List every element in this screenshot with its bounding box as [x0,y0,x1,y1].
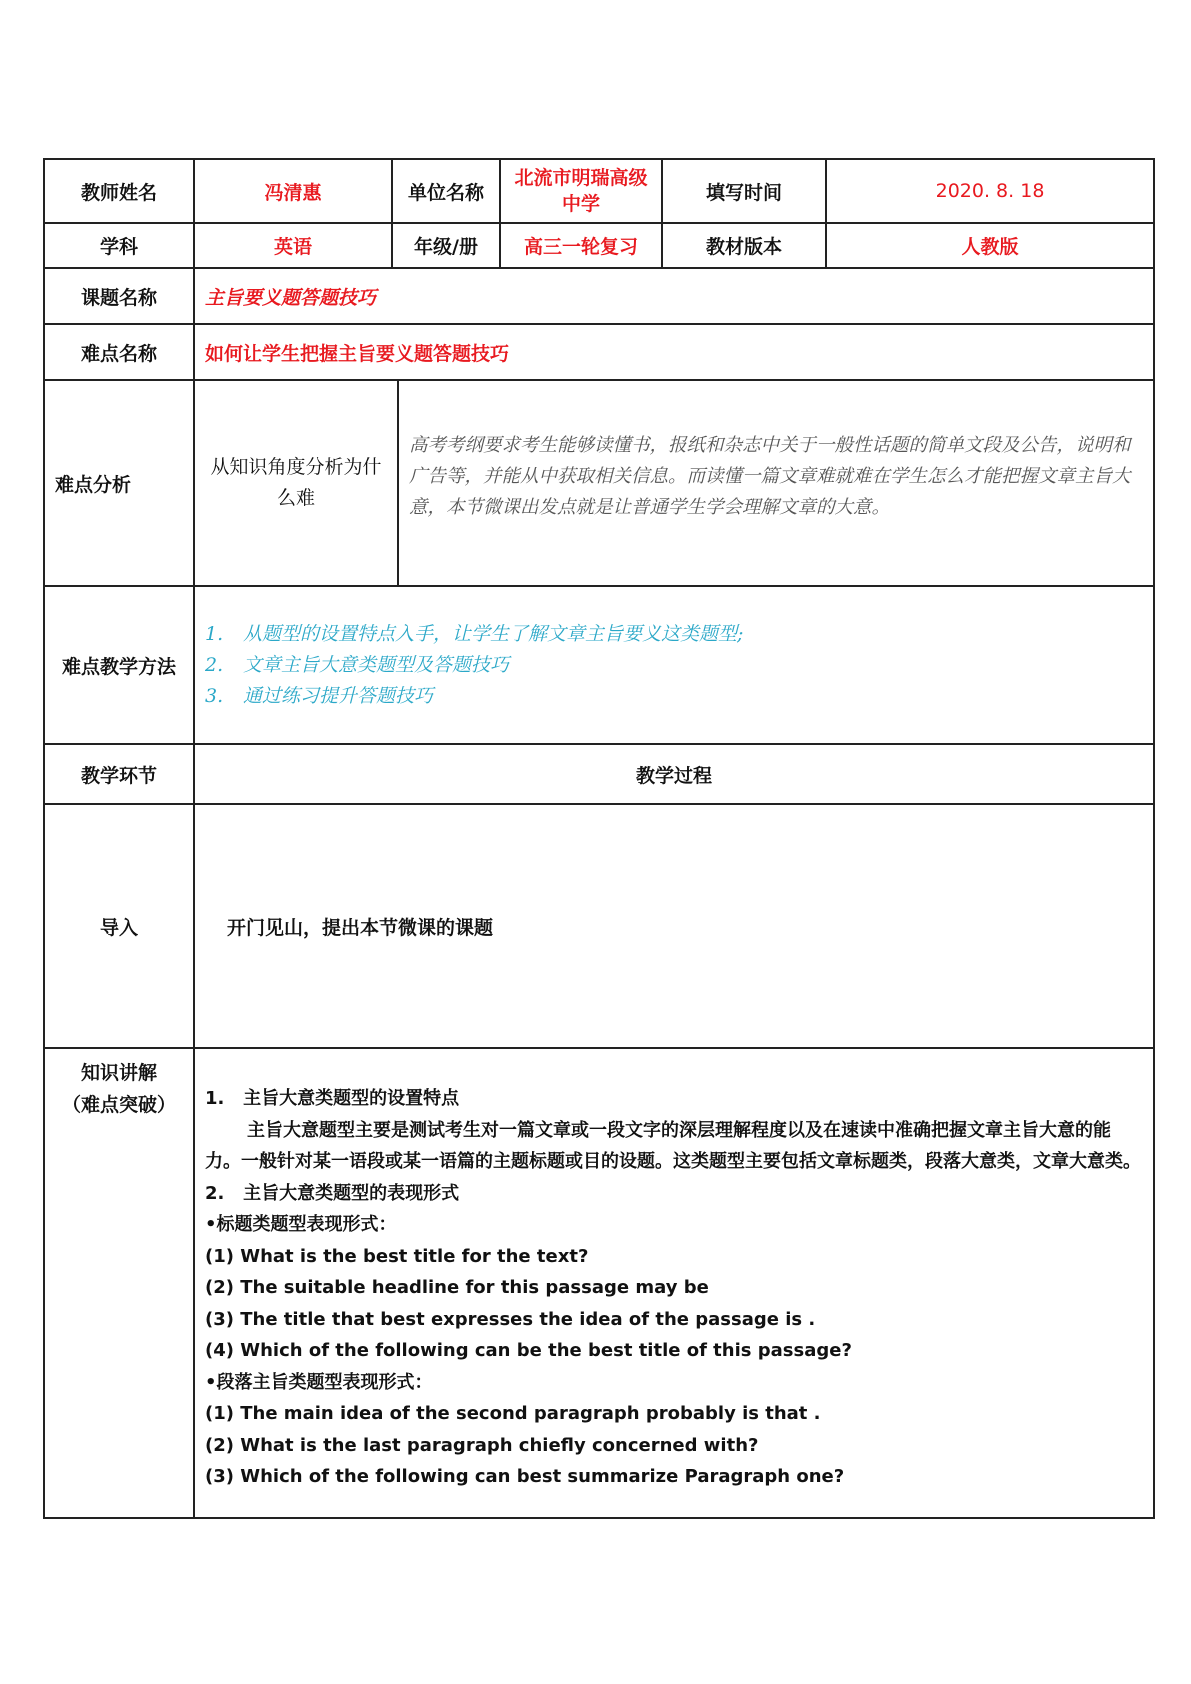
knowledge-body [194,1048,1154,1518]
paragraph-type-bullet: •段落主旨类题型表现形式： [205,1371,433,1393]
edition-label: 教材版本 [662,223,826,268]
list-item: (2) What is the last paragraph chiefly concerned with? [205,1434,759,1456]
row-subject [44,223,1154,268]
unit-value: 北流市明瑞高级中学 [500,159,662,223]
row-knowledge [44,1048,1154,1518]
analysis-text: 高考考纲要求考生能够读懂书，报纸和杂志中关于一般性话题的简单文段及公告，说明和广告等，并能从中获取相关信息。而读懂一篇文章难就难在学生怎么才能把握文章主旨大意，本节微课出发点就是让普通学生学会理解文章的大意。 [398,380,1154,586]
intro-label: 导入 [44,804,194,1048]
lesson-plan-table [43,158,1155,1519]
method-item: 1. 从题型的设置特点入手，让学生了解文章主旨要义这类题型; [205,622,744,645]
process-stage-label: 教学环节 [44,744,194,804]
process-header-value: 教学过程 [194,744,1154,804]
list-item: (1) What is the best title for the text? [205,1245,589,1267]
row-intro [44,804,1154,1048]
grade-label: 年级/册 [392,223,500,268]
row-process-header [44,744,1154,804]
method-item: 3. 通过练习提升答题技巧 [205,684,434,707]
list-item: (4) Which of the following can be the best title of this passage? [205,1340,852,1361]
teacher-value: 冯清惠 [194,159,392,223]
method-item: 2. 文章主旨大意类题型及答题技巧 [205,653,510,676]
date-label: 填写时间 [662,159,826,223]
teacher-label: 教师姓名 [44,159,194,223]
difficulty-label: 难点名称 [44,324,194,380]
grade-value: 高三一轮复习 [500,223,662,268]
lesson-table-sheet [43,158,1153,1519]
analysis-sub-label: 从知识角度分析为什么难 [194,380,398,586]
subject-value: 英语 [194,223,392,268]
list-item: (3) The title that best expresses the idea of the passage is . [205,1308,816,1330]
edition-value: 人教版 [826,223,1154,268]
date-value: 2020. 8. 18 [826,159,1154,223]
difficulty-value: 如何让学生把握主旨要义题答题技巧 [194,324,1154,380]
row-analysis [44,380,1154,586]
list-item: (1) The main idea of the second paragraph probably is that . [205,1403,821,1424]
analysis-label: 难点分析 [44,380,194,586]
knowledge-label: 知识讲解 （难点突破） [44,1048,194,1518]
methods-list [194,586,1154,744]
knowledge-paragraph-1: 主旨大意题型主要是测试考生对一篇文章或一段文字的深层理解程度以及在速读中准确把握文章主旨大意的能力。一般针对某一语段或某一语篇的主题标题或目的设题。这类题型主要包括文章标题类，段落大意类，文章大意类。 [205,1119,1141,1172]
title-type-bullet: •标题类题型表现形式： [205,1214,397,1235]
knowledge-heading-1: 1. 主旨大意类题型的设置特点 [205,1088,460,1109]
list-item: (3) Which of the following can best summarize Paragraph one? [205,1466,845,1487]
row-teacher [44,159,1154,223]
knowledge-heading-2: 2. 主旨大意类题型的表现形式 [205,1182,460,1204]
topic-label: 课题名称 [44,268,194,324]
topic-value: 主旨要义题答题技巧 [194,268,1154,324]
list-item: (2) The suitable headline for this passage may be [205,1277,709,1298]
row-topic [44,268,1154,324]
methods-label: 难点教学方法 [44,586,194,744]
unit-label: 单位名称 [392,159,500,223]
intro-text: 开门见山，提出本节微课的课题 [194,804,1154,1048]
row-methods [44,586,1154,744]
row-difficulty [44,324,1154,380]
subject-label: 学科 [44,223,194,268]
